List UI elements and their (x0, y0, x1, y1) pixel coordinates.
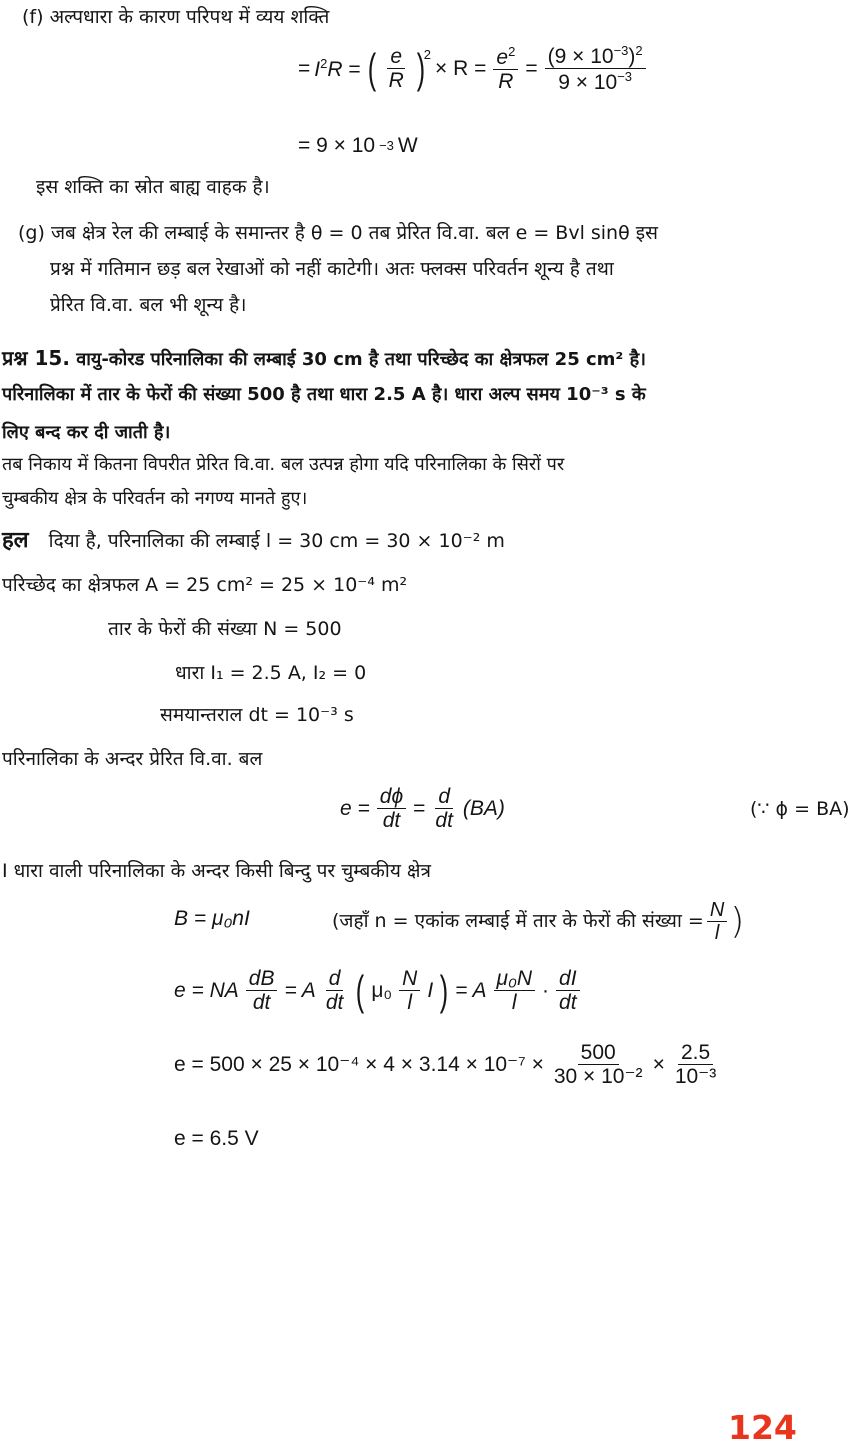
den-base: 9 × 10 (558, 71, 618, 94)
num-500: 500 (578, 1042, 619, 1065)
frac-num-e2: $e^2$ (493, 45, 518, 70)
question-line-2: परिनालिका में तार के फेरों की संख्या 500 है तथा धारा 2.5 A है। धारा अल्प समय 10⁻³ s के (2, 384, 646, 405)
emf-result: e = 6.5 V (174, 1127, 259, 1150)
emf-equals: = (413, 797, 426, 820)
frac-den: R (388, 69, 404, 92)
solution-turns: तार के फेरों की संख्या N = 500 (108, 618, 342, 640)
frac-num: e (387, 46, 405, 69)
power-result (298, 135, 418, 156)
question-line-5: चुम्बकीय क्षेत्र के परिवर्तन को नगण्य मानते हुए। (2, 488, 308, 509)
l-den: l (714, 922, 720, 944)
dt-1: dt (252, 991, 271, 1014)
dphi-dt-fraction (377, 786, 406, 831)
question-line-1 (2, 348, 646, 369)
paren-close-2: ) (439, 966, 449, 1014)
part-g-line-3: प्रेरित वि.वा. बल भी शून्य है। (50, 294, 247, 316)
solution-area: परिच्छेद का क्षेत्रफल A = 25 cm² = 25 × 10⁻⁴ m² (2, 574, 408, 596)
d-dt-fraction-2 (323, 968, 347, 1013)
page-number: 124 (728, 1408, 797, 1447)
numeric-fraction (545, 44, 646, 93)
solution-label: हल (2, 528, 29, 553)
mu-zero: μ₀ (371, 979, 393, 1002)
emf-equation (340, 786, 505, 831)
field-note: (जहाँ n = एकांक लम्बाई में तार के फेरों की संख्या = $\frac{N}{l}$ ) (332, 899, 745, 944)
power-source: इस शक्ति का स्रोत बाह्य वाहक है। (36, 176, 270, 198)
numeric-expression: e = 500 × 25 × 10⁻⁴ × 4 × 3.14 × 10⁻⁷ × (174, 1053, 544, 1076)
times-sign: × (652, 1053, 665, 1076)
solution-given-length (2, 530, 505, 552)
eq-a: = A (284, 979, 316, 1002)
mu-n: μ₀N (494, 968, 536, 991)
di-dt-fraction (556, 968, 580, 1013)
n-num: N (707, 900, 727, 922)
l-3: l (407, 991, 413, 1014)
part-g-line-2: प्रश्न में गतिमान छड़ बल रेखाओं को नहीं काटेगी। अतः फ्लक्स परिवर्तन शून्य है तथा (50, 258, 614, 280)
part-g-line-1 (18, 224, 658, 243)
i-symbol: I (314, 58, 321, 81)
emf-intro: परिनालिका के अन्दर प्रेरित वि.वा. बल (2, 748, 263, 770)
r-symbol: R (327, 58, 343, 81)
num-exp: −3 (613, 43, 629, 58)
n-l-fraction (399, 968, 420, 1013)
den-length: 30 × 10⁻² (553, 1065, 643, 1088)
dt: dt (382, 809, 401, 832)
part-f-heading (22, 8, 329, 27)
part-f-label: (f) (22, 6, 44, 28)
given-length-text: दिया है, परिनालिका की लम्बाई l = 30 cm = 30 × 10⁻² m (48, 530, 505, 552)
part-f-heading-text: अल्पधारा के कारण परिपथ में व्यय शक्ति (49, 6, 330, 28)
part-g-text-1: जब क्षेत्र रेल की लम्बाई के समान्तर है θ = 0 तब प्रेरित वि.वा. बल e = Bvl sinθ इस (50, 222, 658, 244)
paren-close: ) (416, 44, 425, 92)
d-num: d (435, 786, 453, 809)
ba-term: (BA) (462, 797, 505, 820)
emf-numeric (174, 1042, 722, 1087)
n-3: N (399, 968, 420, 991)
power-value: = 9 × 10 (298, 134, 376, 157)
numeric-num: $(9 \times 10^{-3})^2$ (545, 44, 646, 69)
i-squared-r: $I^2R$ = (314, 56, 361, 81)
d-den: dt (435, 809, 453, 832)
solution-current: धारा I₁ = 2.5 A, I₂ = 0 (175, 662, 367, 684)
field-eq-text: B = μ₀nI (174, 907, 250, 930)
field-note-text: (जहाँ n = एकांक लम्बाई में तार के फेरों की संख्या = (332, 910, 704, 932)
times-r: × R = (435, 57, 487, 80)
question-label: प्रश्न 15. (2, 346, 70, 370)
emf-note: (∵ ϕ = BA) (750, 798, 850, 820)
db-dt-fraction (246, 968, 278, 1013)
e-over-r-fraction (386, 46, 407, 91)
500-fraction (551, 1042, 646, 1087)
part-g-label: (g) (18, 222, 45, 244)
solution-time: समयान्तराल dt = 10⁻³ s (160, 704, 354, 726)
field-intro: I धारा वाली परिनालिका के अन्दर किसी बिन्दु पर चुम्बकीय क्षेत्र (2, 860, 431, 882)
l-4: l (511, 991, 517, 1014)
field-equation (174, 908, 250, 929)
frac-den-r: R (498, 70, 514, 93)
emf-derivation: e = NA $\frac{dB}{dt}$ = A $\frac{d}{dt}$ ( μ₀ $\frac{N}{l}$ I ) = A $\frac{\text{μ₀N}}{l}$ · $\frac{dI}{dt}$ (174, 968, 583, 1013)
num-current: 2.5 (678, 1042, 713, 1065)
question-line-3: लिए बन्द कर दी जाती है। (2, 422, 171, 443)
den-time: 10⁻³ (674, 1065, 717, 1088)
question-text-1: वायु-कोरड परिनालिका की लम्बाई 30 cm है तथा परिच्छेद का क्षेत्रफल 25 cm² है। (76, 349, 646, 370)
mu-n-l-fraction (494, 968, 536, 1013)
question-line-4: तब निकाय में कितना विपरीत प्रेरित वि.वा. बल उत्पन्न होगा यदि परिनालिका के सिरों पर (2, 454, 565, 475)
dt-5: dt (559, 991, 577, 1014)
power-unit: W (397, 134, 418, 157)
num-close: ) (628, 45, 636, 68)
den-exp: −3 (617, 69, 633, 84)
db: dB (246, 968, 278, 991)
eq-a-2: = A (455, 979, 487, 1002)
current-time-fraction (672, 1042, 719, 1087)
di: dI (556, 968, 580, 991)
d-dt-fraction (432, 786, 456, 831)
emf-lhs: e = (340, 797, 370, 820)
power-equation: = $I^2R$ = ( $\frac{e}{R}$ ) 2 × R = $\frac{e^2}{R}$ = $\frac{(9 \times 10^{-3})^2}{9 \times 10^{-3}}$ (298, 44, 649, 93)
paren-open: ( (367, 44, 376, 92)
numeric-den (555, 69, 635, 93)
d-2: d (326, 968, 344, 991)
i-term: I (427, 979, 434, 1002)
power-exp: −3 (379, 138, 394, 153)
e-na: e = NA (174, 979, 239, 1002)
dt-2: dt (325, 991, 344, 1014)
dphi: dϕ (377, 786, 406, 809)
e-symbol: e (496, 46, 509, 69)
e2-over-r-fraction (493, 45, 518, 92)
paren-open-2: ( (356, 966, 365, 1014)
eq-sign: = (298, 57, 311, 80)
n-over-l-fraction (707, 900, 727, 943)
num-base: (9 × 10 (547, 45, 614, 68)
